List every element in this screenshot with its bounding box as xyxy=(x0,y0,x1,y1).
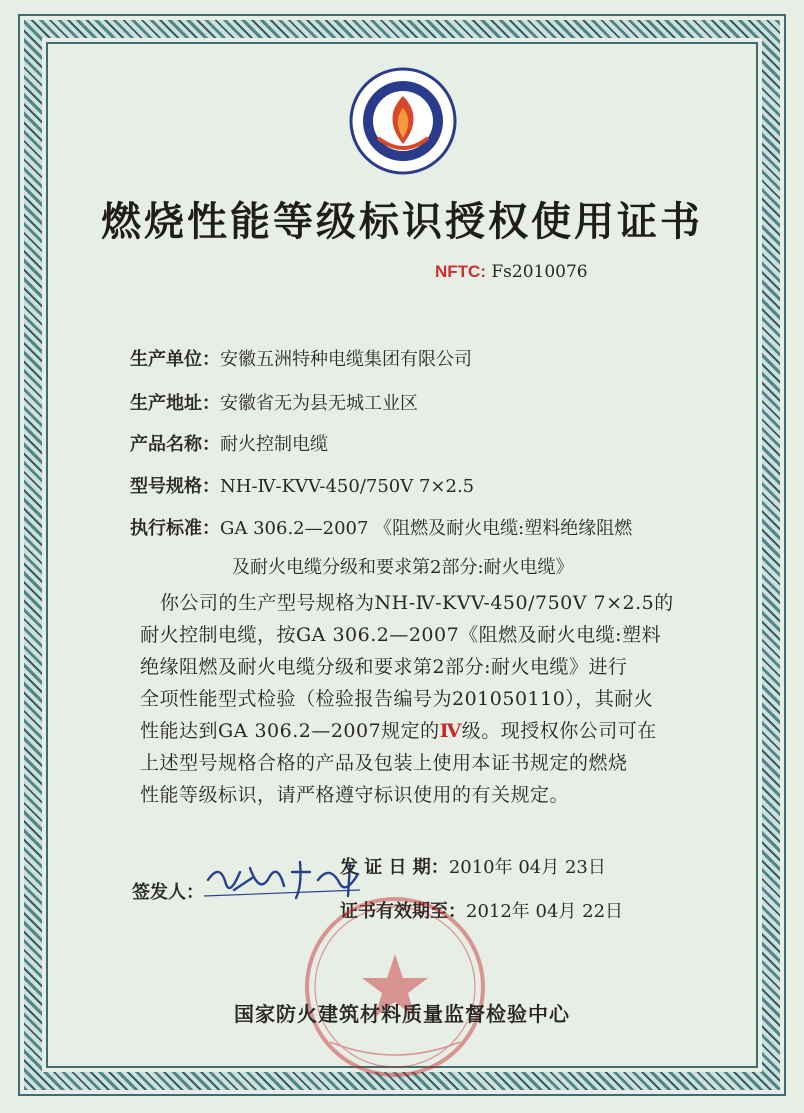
body-line-4: 全项性能型式检验（检验报告编号为201050110），其耐火 xyxy=(140,688,654,710)
certificate-title: 燃烧性能等级标识授权使用证书 xyxy=(101,199,703,245)
product-value: 耐火控制电缆 xyxy=(220,434,328,455)
official-seal xyxy=(300,892,490,1082)
body-line-1: 你公司的生产型号规格为NH-Ⅳ-KVV-450/750V 7×2.5的 xyxy=(160,592,674,614)
manufacturer-label: 生产单位： xyxy=(130,349,220,370)
certification-logo xyxy=(348,66,458,176)
product-row xyxy=(130,430,328,456)
issuing-organization: 国家防火建筑材料质量监督检验中心 xyxy=(234,1002,570,1026)
issue-date-label: 发 证 日 期： xyxy=(340,857,449,878)
fire-resistance-grade: Ⅳ xyxy=(439,720,462,742)
body-line-2: 耐火控制电缆，按GA 306.2—2007《阻燃及耐火电缆:塑料 xyxy=(140,624,662,646)
issue-date-row xyxy=(340,853,606,879)
valid-until-value: 2012年 04月 22日 xyxy=(466,901,624,922)
model-label: 型号规格： xyxy=(130,476,220,497)
body-line-5-start: 性能达到GA 306.2—2007规定的 xyxy=(140,720,440,742)
body-line-7: 性能等级标识，请严格遵守标识使用的有关规定。 xyxy=(140,784,570,806)
body-line-5-end: 级。现授权你公司可在 xyxy=(461,720,657,742)
address-value: 安徽省无为县无城工业区 xyxy=(220,393,418,414)
model-value: NH-Ⅳ-KVV-450/750V 7×2.5 xyxy=(220,476,475,497)
standard-value-line1: GA 306.2—2007 《阻燃及耐火电缆:塑料绝缘阻燃 xyxy=(220,518,633,539)
valid-until-label: 证书有效期至： xyxy=(340,901,466,922)
product-label: 产品名称： xyxy=(130,434,220,455)
certificate-number-label: NFTC: xyxy=(435,262,486,281)
issue-date-value: 2010年 04月 23日 xyxy=(448,857,606,878)
standard-value-line2: 及耐火电缆分级和要求第2部分:耐火电缆》 xyxy=(232,557,574,578)
body-line-6: 上述型号规格合格的产品及包装上使用本证书规定的燃烧 xyxy=(140,752,628,774)
address-label: 生产地址： xyxy=(130,393,220,414)
body-line-3: 绝缘阻燃及耐火电缆分级和要求第2部分:耐火电缆》进行 xyxy=(140,656,628,678)
model-row xyxy=(130,472,474,498)
standard-row xyxy=(130,514,632,540)
body-line-5 xyxy=(140,716,657,743)
standard-label: 执行标准： xyxy=(130,518,220,539)
signer-label: 签发人： xyxy=(132,882,204,903)
certificate-number xyxy=(435,262,588,282)
address-row xyxy=(130,389,418,415)
manufacturer-value: 安徽五洲特种电缆集团有限公司 xyxy=(220,349,472,370)
certificate-number-value: Fs2010076 xyxy=(491,262,588,282)
manufacturer-row xyxy=(130,345,472,371)
